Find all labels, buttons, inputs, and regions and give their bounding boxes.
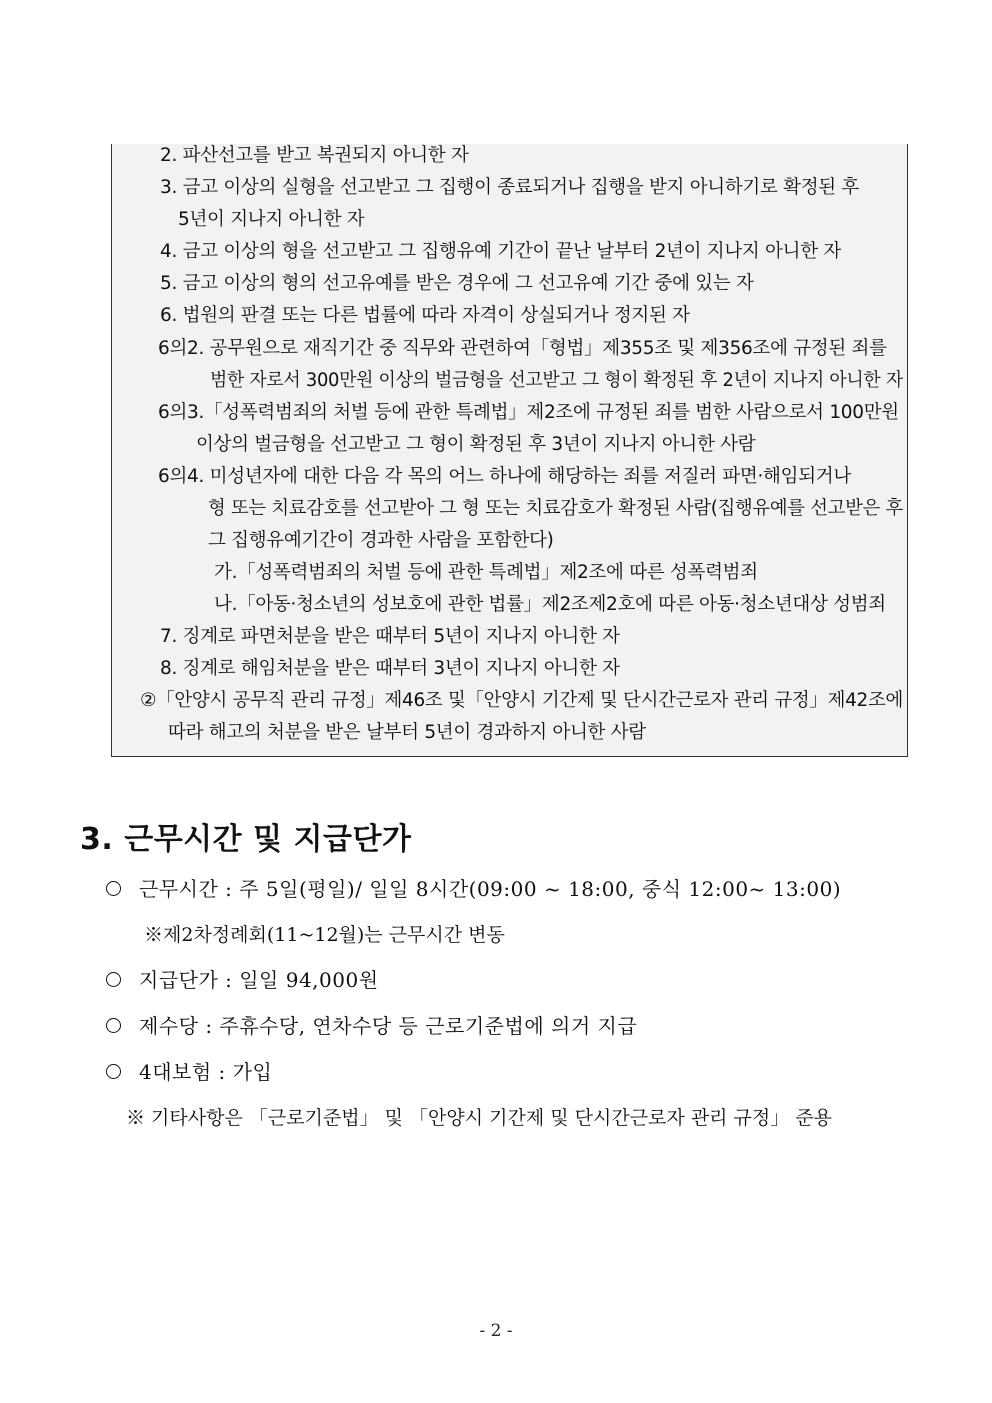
box-line: 범한 자로서 300만원 이상의 벌금형을 선고받고 그 형이 확정된 후 2년이 지나지 아니한 자: [210, 370, 903, 391]
box-line: 8. 징계로 해임처분을 받은 때부터 3년이 지나지 아니한 자: [160, 658, 620, 679]
sub-note: ※제2차정례회(11~12월)는 근무시간 변동: [144, 924, 505, 946]
pay-rate-text: 지급단가 : 일일 94,000원: [139, 968, 379, 992]
box-line: 2. 파산선고를 받고 복권되지 아니한 자: [160, 145, 469, 166]
box-line: 6의4. 미성년자에 대한 다음 각 목의 어느 하나에 해당하는 죄를 저질러 파면·해임되거나: [158, 466, 851, 487]
box-line: 6. 법원의 판결 또는 다른 법률에 따라 자격이 상실되거나 정지된 자: [160, 305, 690, 326]
list-item: [106, 1012, 637, 1040]
disqualification-box: [111, 144, 908, 757]
box-line: 이상의 벌금형을 선고받고 그 형이 확정된 후 3년이 지나지 아니한 사람: [196, 434, 756, 455]
box-line: 7. 징계로 파면처분을 받은 때부터 5년이 지나지 아니한 자: [160, 626, 620, 647]
box-line: ②「안양시 공무직 관리 규정」제46조 및「안양시 기간제 및 단시간근로자 관리 규정」제42조에: [140, 690, 904, 711]
box-line: 형 또는 치료감호를 선고받아 그 형 또는 치료감호가 확정된 사람(집행유예를 선고받은 후: [208, 498, 903, 519]
circle-bullet-icon: [106, 881, 121, 896]
list-item: [106, 1058, 272, 1086]
circle-bullet-icon: [106, 1018, 121, 1033]
box-line: 5년이 지나지 아니한 자: [178, 209, 365, 230]
box-line: 그 집행유예기간이 경과한 사람을 포함한다): [208, 530, 554, 551]
circle-bullet-icon: [106, 972, 121, 987]
page-number: - 2 -: [479, 1321, 513, 1341]
section-heading: 3. 근무시간 및 지급단가: [80, 822, 412, 857]
box-line: 3. 금고 이상의 실형을 선고받고 그 집행이 종료되거나 집행을 받지 아니하기로 확정된 후: [160, 177, 860, 198]
box-line: 5. 금고 이상의 형의 선고유예를 받은 경우에 그 선고유예 기간 중에 있는 자: [160, 273, 754, 294]
box-line: 4. 금고 이상의 형을 선고받고 그 집행유예 기간이 끝난 날부터 2년이 지나지 아니한 자: [160, 241, 841, 262]
work-hours-text: 근무시간 : 주 5일(평일)/ 일일 8시간(09:00 ~ 18:00, 중식 12:00~ 13:00): [139, 877, 842, 901]
allowance-text: 제수당 : 주휴수당, 연차수당 등 근로기준법에 의거 지급: [139, 1014, 638, 1038]
footnote: ※ 기타사항은 「근로기준법」 및 「안양시 기간제 및 단시간근로자 관리 규정」 준용: [126, 1107, 833, 1129]
list-item: [106, 875, 841, 903]
box-line: 6의2. 공무원으로 재직기간 중 직무와 관련하여「형법」제355조 및 제356조에 규정된 죄를: [158, 338, 887, 359]
box-line: 나.「아동·청소년의 성보호에 관한 법률」제2조제2호에 따른 아동·청소년대상 성범죄: [214, 594, 886, 615]
list-item: [106, 966, 379, 994]
box-line: 가.「성폭력범죄의 처벌 등에 관한 특례법」제2조에 따른 성폭력범죄: [214, 562, 758, 583]
circle-bullet-icon: [106, 1064, 121, 1079]
box-line: 따라 해고의 처분을 받은 날부터 5년이 경과하지 아니한 사람: [168, 722, 646, 743]
box-line: 6의3.「성폭력범죄의 처벌 등에 관한 특례법」제2조에 규정된 죄를 범한 사람으로서 100만원: [158, 402, 899, 423]
insurance-text: 4대보험 : 가입: [139, 1060, 273, 1084]
